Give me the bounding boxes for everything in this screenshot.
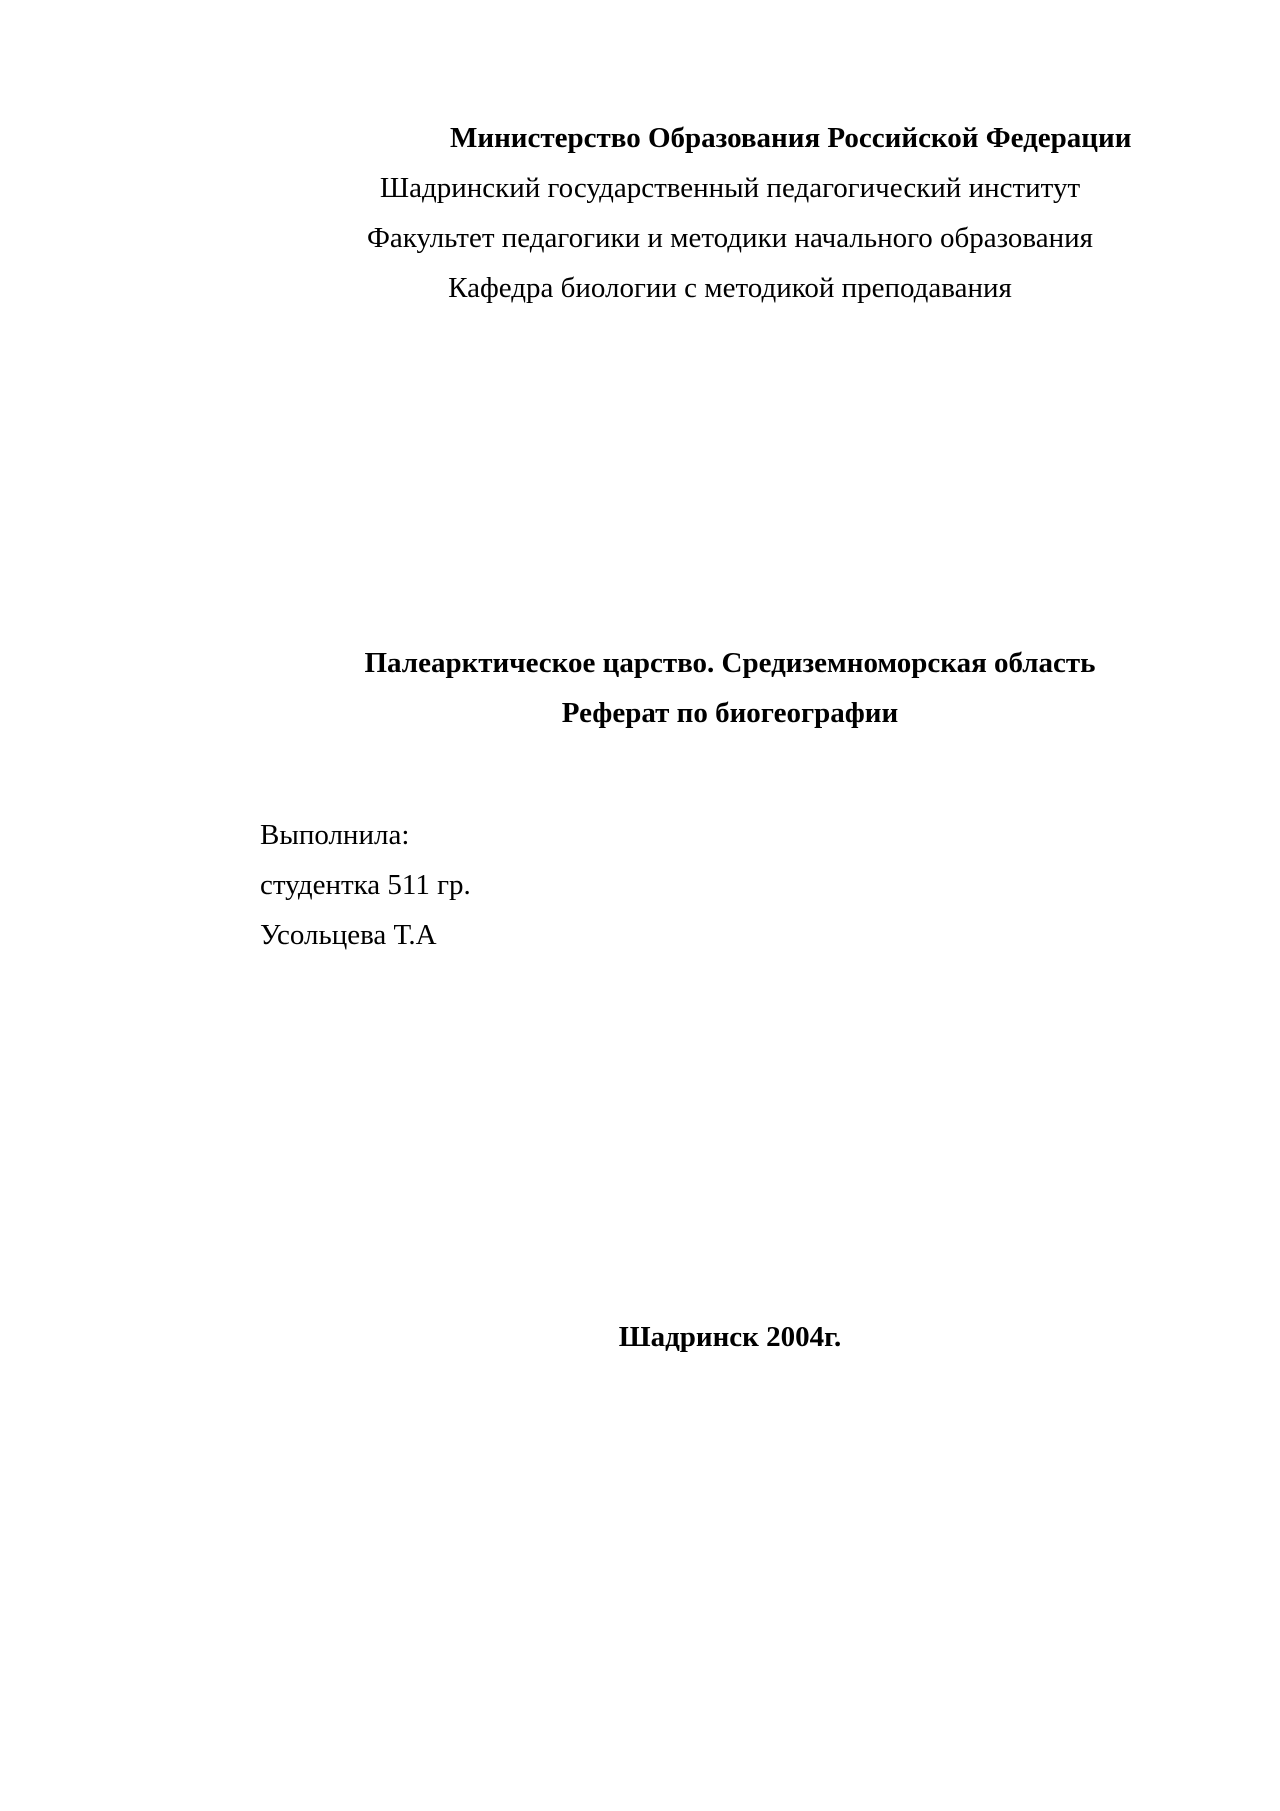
- document-title: Палеарктическое царство. Средиземноморская область: [364, 647, 1096, 679]
- author-name: Усольцева Т.А: [260, 919, 437, 951]
- department-name: Кафедра биологии с методикой преподавания: [448, 272, 1012, 304]
- author-group: студентка 511 гр.: [260, 869, 471, 901]
- document-subtitle: Реферат по биогеографии: [561, 697, 899, 729]
- author-label: Выполнила:: [260, 819, 410, 851]
- faculty-name: Факультет педагогики и методики начального образования: [367, 222, 1093, 254]
- institute-name: Шадринский государственный педагогический институт: [379, 172, 1081, 204]
- city-year: Шадринск 2004г.: [618, 1321, 842, 1353]
- ministry-heading: Министерство Образования Российской Федерации: [450, 122, 1132, 154]
